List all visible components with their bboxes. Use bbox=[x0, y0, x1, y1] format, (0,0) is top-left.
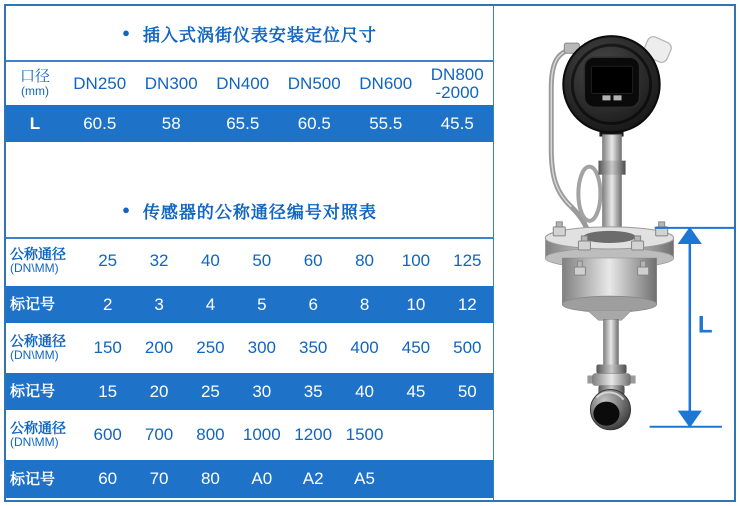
value-cell: 50 bbox=[457, 381, 477, 401]
value-cell: 1500 bbox=[345, 425, 384, 444]
spec-panel bbox=[4, 4, 736, 502]
lower-stem bbox=[603, 319, 618, 367]
section1-title-text: 插入式涡街仪表安装定位尺寸 bbox=[142, 25, 377, 45]
value-cell: 20 bbox=[149, 381, 169, 401]
value-cell: 125 bbox=[453, 251, 482, 270]
value-cell: 10 bbox=[406, 294, 426, 314]
flange-body-bottom bbox=[562, 296, 656, 312]
flange-bore bbox=[583, 231, 635, 243]
value-cell: 80 bbox=[355, 251, 375, 270]
value-cell: 55.5 bbox=[369, 113, 403, 133]
value-cell: A5 bbox=[354, 469, 375, 488]
row-label: 标记号 bbox=[10, 296, 56, 313]
value-cell: 250 bbox=[196, 338, 225, 357]
value-cell: 350 bbox=[299, 338, 328, 357]
row-label: 公称通径 (DN\MM) bbox=[10, 419, 66, 450]
probe-coupling bbox=[596, 364, 626, 373]
value-cell: 450 bbox=[401, 338, 431, 357]
lcd-button bbox=[602, 95, 610, 100]
value-cell: 30 bbox=[252, 381, 272, 401]
value-cell: 25 bbox=[98, 251, 118, 270]
section2-title bbox=[6, 184, 493, 237]
value-cell: 1200 bbox=[294, 425, 333, 444]
section2-title-text: 传感器的公称通径编号对照表 bbox=[142, 203, 377, 222]
header-cell: DN400 bbox=[216, 73, 270, 93]
value-cell: 5 bbox=[257, 294, 267, 314]
header-cell: DN800 -2000 bbox=[430, 64, 484, 102]
body-cone bbox=[587, 310, 631, 320]
value-cell: 300 bbox=[247, 338, 276, 357]
value-cell: 25 bbox=[200, 381, 220, 401]
figure-panel bbox=[494, 6, 734, 500]
stem-coupling bbox=[598, 161, 625, 175]
value-cell: A0 bbox=[251, 469, 273, 488]
value-cell: 500 bbox=[453, 338, 482, 357]
flowmeter-figure bbox=[494, 6, 734, 500]
value-cell: 150 bbox=[93, 338, 122, 357]
value-cell: 200 bbox=[144, 338, 174, 357]
value-cell: 60 bbox=[98, 469, 118, 488]
dimension-label: L bbox=[697, 311, 713, 339]
value-cell: 65.5 bbox=[226, 113, 260, 133]
value-cell: 45.5 bbox=[440, 113, 474, 133]
flowmeter-photo bbox=[545, 35, 674, 430]
section1-title bbox=[6, 6, 493, 60]
value-cell: 80 bbox=[200, 469, 220, 488]
value-cell: 8 bbox=[359, 294, 370, 314]
table2-row-dn bbox=[6, 326, 493, 370]
value-cell: A2 bbox=[302, 469, 324, 488]
bullet-icon: ● bbox=[122, 24, 131, 40]
probe-coupling bbox=[592, 373, 630, 385]
value-cell: 15 bbox=[98, 381, 118, 401]
row-label: 公称通径 (DN\MM) bbox=[10, 245, 66, 276]
header-cell: DN500 bbox=[287, 73, 341, 93]
conduit-loop bbox=[578, 167, 600, 221]
header-cell: DN300 bbox=[144, 73, 198, 93]
upper-stem bbox=[602, 135, 621, 235]
value-cell: 800 bbox=[196, 425, 225, 444]
lcd-button bbox=[613, 95, 621, 100]
value-cell: 600 bbox=[93, 425, 122, 444]
row-label: 公称通径 (DN\MM) bbox=[10, 332, 66, 363]
table1-data-row bbox=[6, 105, 493, 142]
table2-row-mark bbox=[6, 460, 493, 498]
value-cell: 6 bbox=[308, 294, 318, 314]
table2-row-mark bbox=[6, 373, 493, 410]
table2-row-mark bbox=[6, 286, 493, 323]
value-cell: 60 bbox=[303, 251, 323, 270]
value-cell: 700 bbox=[144, 425, 174, 444]
value-cell: 32 bbox=[149, 251, 169, 270]
table1-corner-label: 口径 (mm) bbox=[19, 68, 50, 99]
value-cell: 40 bbox=[355, 381, 375, 401]
row-label: L bbox=[29, 114, 41, 133]
value-cell: 58 bbox=[161, 113, 181, 133]
value-cell: 70 bbox=[149, 469, 169, 488]
table2-row-dn bbox=[6, 239, 493, 283]
row-label: 标记号 bbox=[10, 383, 56, 400]
value-cell: 400 bbox=[350, 338, 379, 357]
value-cell: 100 bbox=[401, 251, 431, 270]
value-cell: 1000 bbox=[242, 425, 281, 444]
header-cell: DN600 bbox=[359, 73, 413, 93]
value-cell: 2 bbox=[102, 294, 113, 314]
value-cell: 60.5 bbox=[297, 113, 331, 133]
arrow-up-icon bbox=[678, 227, 702, 244]
value-cell: 60.5 bbox=[83, 113, 117, 133]
spacer bbox=[6, 142, 493, 184]
row-label: 标记号 bbox=[10, 470, 56, 488]
probe-opening bbox=[593, 402, 619, 426]
value-cell: 3 bbox=[154, 294, 164, 314]
value-cell: 50 bbox=[252, 251, 272, 270]
arrow-down-icon bbox=[678, 411, 702, 428]
table2-row-dn bbox=[6, 413, 493, 457]
bullet-icon: ● bbox=[122, 202, 131, 217]
value-cell: 4 bbox=[205, 294, 216, 314]
value-cell: 45 bbox=[406, 381, 426, 401]
value-cell: 12 bbox=[457, 294, 477, 314]
header-cell: DN250 bbox=[73, 73, 127, 93]
value-cell: 35 bbox=[303, 381, 323, 401]
tables-column bbox=[6, 6, 494, 500]
table1-header-row bbox=[6, 62, 493, 105]
value-cell: 40 bbox=[200, 251, 220, 270]
lcd-screen bbox=[591, 66, 632, 93]
